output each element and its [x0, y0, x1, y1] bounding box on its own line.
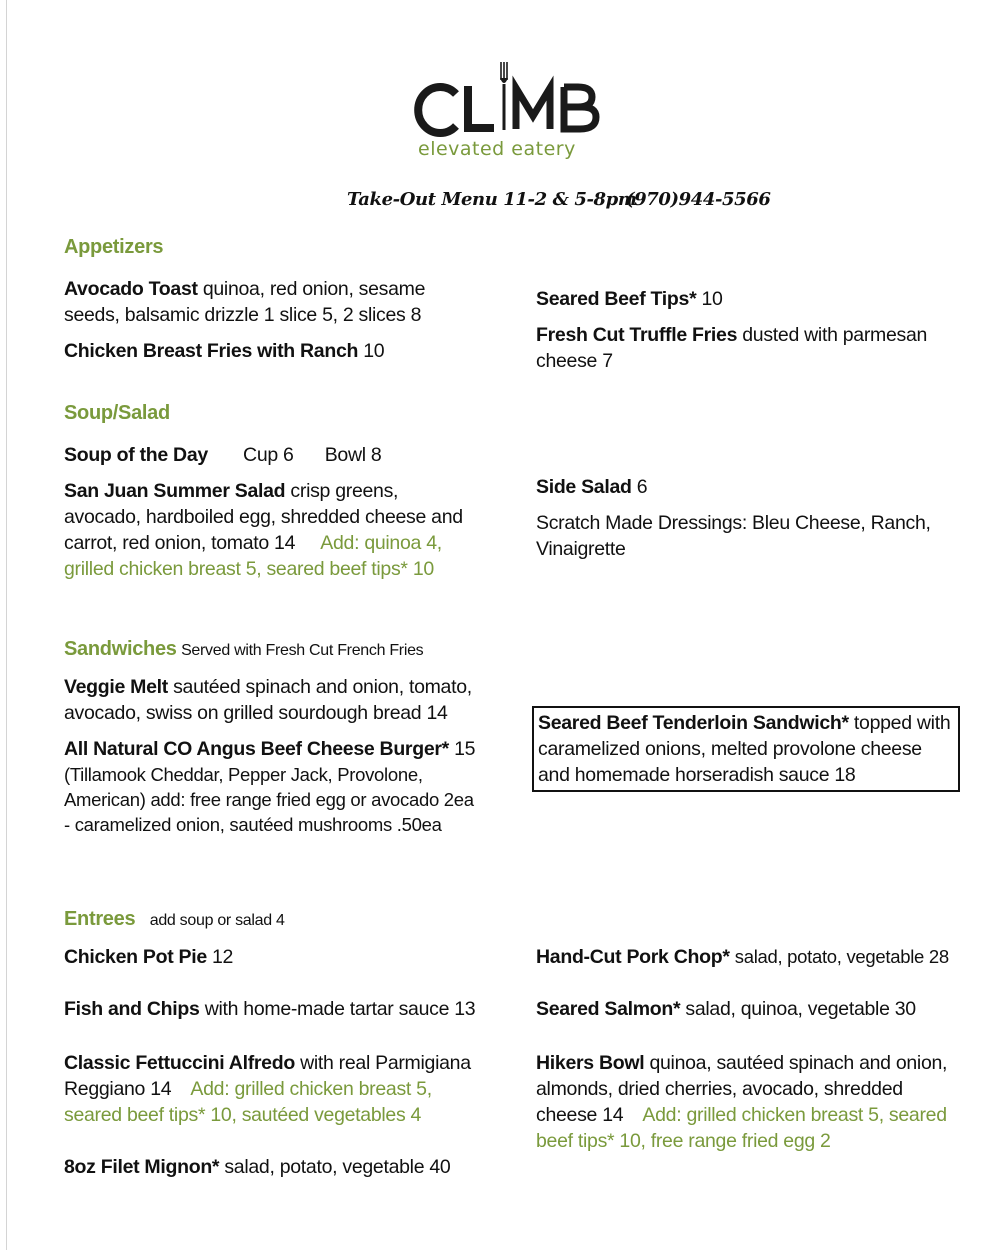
phone-number: (970)944-5566 [626, 189, 771, 210]
item-price: 6 [636, 476, 648, 498]
logo-wordmark [408, 58, 608, 138]
entrees-heading-row [64, 908, 285, 931]
item-addons: Add: grilled chicken breast 5, seared beef tips* 10, free range fried egg 2 [536, 1104, 947, 1152]
item-name: Seared Beef Tips* [536, 288, 697, 310]
sandwiches-heading-row [64, 638, 423, 661]
item-desc: salad, potato, vegetable 40 [224, 1156, 451, 1178]
sandwiches-heading: Sandwiches [64, 638, 177, 660]
soup-salad-heading: Soup/Salad [64, 402, 170, 424]
item-addons: Add: quinoa 4, grilled chicken breast 5, seared beef tips* 10 [64, 532, 442, 580]
item-name: Avocado Toast [64, 278, 198, 300]
menu-item-beef-tips [536, 286, 956, 312]
item-desc: topped with caramelized onions, melted provolone cheese and homemade horseradish sauce 18 [538, 712, 951, 786]
menu-item-hikers-bowl [536, 1050, 956, 1154]
item-name: Classic Fettuccini Alfredo [64, 1052, 295, 1074]
logo [408, 58, 608, 168]
item-name: All Natural CO Angus Beef Cheese Burger* [64, 738, 449, 760]
menu-item-veggie-melt [64, 674, 484, 726]
item-name: Hikers Bowl [536, 1052, 645, 1074]
sandwiches-note: Served with Fresh Cut French Fries [181, 642, 424, 659]
dressings-note: Scratch Made Dressings: Bleu Cheese, Ranch, Vinaigrette [536, 512, 931, 560]
item-desc: with real Parmigiana Reggiano 14 [64, 1052, 471, 1100]
menu-item-chicken-fries [64, 338, 484, 364]
tagline: elevated eatery [418, 138, 576, 160]
menu-item-salmon [536, 996, 976, 1022]
item-addons: Add: grilled chicken breast 5, seared beef tips* 10, sautéed vegetables 4 [64, 1078, 432, 1126]
item-name: Seared Salmon* [536, 998, 681, 1020]
menu-item-avocado-toast [64, 276, 464, 328]
fork-icon [500, 62, 508, 130]
page-edge [6, 0, 7, 1250]
item-name: Seared Beef Tenderloin Sandwich* [538, 712, 849, 734]
entrees-note: add soup or salad 4 [149, 912, 285, 929]
item-name: Veggie Melt [64, 676, 168, 698]
item-name: Fresh Cut Truffle Fries [536, 324, 738, 346]
item-name: Chicken Pot Pie [64, 946, 207, 968]
item-desc: crisp greens, avocado, hardboiled egg, shredded cheese and carrot, red onion, tomato 14 [64, 480, 463, 554]
item-desc: salad, quinoa, vegetable 30 [685, 998, 916, 1020]
appetizers-heading: Appetizers [64, 236, 164, 258]
menu-item-pot-pie [64, 944, 484, 970]
item-cup-price: Cup 6 [243, 444, 294, 466]
item-price: 15 [454, 738, 476, 760]
item-desc: dusted with parmesan cheese 7 [536, 324, 928, 372]
item-name: 8oz Filet Mignon* [64, 1156, 220, 1178]
item-desc: salad, potato, vegetable 28 [734, 946, 949, 967]
item-name: Chicken Breast Fries with Ranch [64, 340, 359, 362]
item-name: Soup of the Day [64, 444, 208, 466]
item-name: Side Salad [536, 476, 632, 498]
item-price: 12 [212, 946, 234, 968]
item-name: San Juan Summer Salad [64, 480, 286, 502]
entrees-heading: Entrees [64, 908, 136, 930]
menu-item-pork-chop [536, 944, 976, 970]
menu-item-soup [64, 442, 484, 468]
menu-item-alfredo [64, 1050, 484, 1128]
menu-item-san-juan-salad [64, 478, 474, 582]
item-desc: with home-made tartar sauce 13 [204, 998, 476, 1020]
item-desc: quinoa, sautéed spinach and onion, almonds, dried cherries, avocado, shredded cheese 14 [536, 1052, 948, 1126]
menu-item-filet [64, 1154, 504, 1180]
item-desc: sautéed spinach and onion, tomato, avocado, swiss on grilled sourdough bread 14 [64, 676, 472, 724]
menu-item-tenderloin-sandwich [532, 706, 960, 792]
item-desc: quinoa, red onion, sesame seeds, balsamic drizzle 1 slice 5, 2 slices 8 [64, 278, 426, 326]
menu-item-truffle-fries [536, 322, 946, 374]
item-desc: (Tillamook Cheddar, Pepper Jack, Provolone, American) add: free range fried egg or avocado 2ea - caramelized onion, sautéed mushrooms .50ea [64, 764, 474, 835]
takeout-hours: Take-Out Menu 11-2 & 5-8pm [347, 189, 637, 210]
menu-item-burger [64, 736, 484, 837]
item-name: Hand-Cut Pork Chop* [536, 946, 730, 968]
item-price: 10 [363, 340, 385, 362]
item-name: Fish and Chips [64, 998, 200, 1020]
menu-item-fish-chips [64, 996, 504, 1022]
item-price: 10 [701, 288, 723, 310]
item-bowl-price: Bowl 8 [324, 444, 382, 466]
menu-item-side-salad [536, 474, 956, 500]
